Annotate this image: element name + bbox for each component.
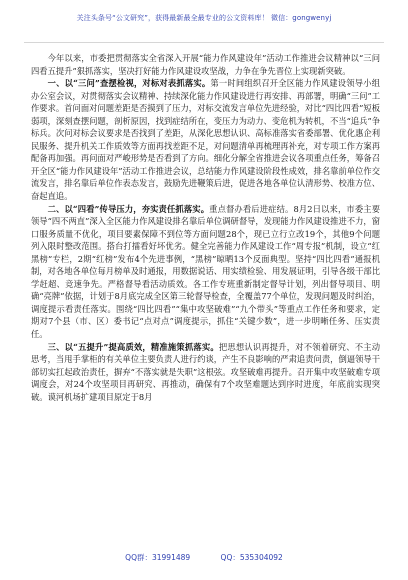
- header-divider: [24, 42, 384, 43]
- document-body: [31, 52, 380, 403]
- section-3-text: 把思想认识再提升，对不领着研究、不主动思考，当甩手掌柜的有关单位主要负责人进行约谈，产生不良影响的严肃追责问责，倒逼领导干部切实扛起政治责任，摒弃“不落实就是失职”这根弦。攻坚破难再提升。召开集中攻坚破难专项调度会，对24个攻坚项目再研究、再推动，确保有7个攻坚难题达到序时进度，年底前实现突破。谟河机场扩建项目原定于8月: [31, 341, 380, 402]
- header-text: 关注头条号“公文研究”，获得最新最全最专业的公文资料库！ 微信：gongwenyj: [76, 14, 332, 22]
- section-1-heading: 一、以“三问”查摆检视，对标对表抓落实。: [47, 78, 211, 89]
- section-2-text: 重点督办看后进症结。8月2日以来，市委主要领导“四不两直”深入全区能力作风建设排名靠后单位调研督导，发现能力作风建设推进不力，窗口服务质量不优化，项目要素保障不到位等方面问题28个，现已立行立改19个，其他9个问题列入限时整改范围。搭台打擂看好坏优劣。健全完善能力作风建设工作“周专报”机制，设立“红黑榜”专栏，2期“红榜”发布4个先进事例，“黑榜”晾晒13个反面典型。坚持“四比四看”通报机制，对各地各单位每月榜单及时通报，用数据说话、用实绩检验、用发展证明，引导各级干部比学赶超、竞速争先。严格督导看活动质效。各工作专班重新制定督导计划，列出督导项目、明确“亮牌”依据，计划于8月底完成全区第三轮督导检查，全覆盖77个单位，发现问题及时纠治，调度提示看责任落实。围绕“四比四看”“集中攻坚破难”“九个带头”等重点工作任务和要求，定期对7个县（市、区）委书记“点对点”调度提示，抓住“关键少数”，进一步明晰任务、压实责任。: [31, 203, 380, 340]
- footer-qq: QQ：535304092: [220, 553, 283, 562]
- page-footer: [0, 552, 408, 563]
- page-header: [0, 13, 408, 23]
- section-1-text: 第一时间组织召开全区能力作风建设领导小组办公室会议，对贯彻落实会议精神、持续深化能力作风建设进行再安排、再部署，明确“三问”工作要求。首问面对问题差距是否摸到了压力，对标交流发言单位先进经验，对比“四比四看”短板弱项，深刻查摆问题，剖析原因，找到症结所在，变压力为动力、变危机为转机，不当“追兵”争标兵。次问对标会议要求是否找到了差距，从深化思想认识、高标准落实省委部署、优化惠企利民服务、提升机关工作质效等方面再找差距不足，对问题清单再梳理再补充，对专项工作方案再配备再加强。再问面对严峻形势是否看到了方向。细化分解全省推进会议各项重点任务，筹备召开全区“能力作风建设年”活动工作推进会议，总结能力作风建设阶段性成效，排名靠前单位作交流发言，排名靠后单位作表态发言，鼓励先进鞭策后进，促进各地各单位认清形势、校准方位、奋起直追。: [31, 78, 380, 202]
- section-2-heading: 二、以“四看”传导压力，夯实责任抓落实。: [47, 203, 210, 214]
- footer-qq-group: QQ群：31991489: [125, 553, 191, 562]
- intro-paragraph: 今年以来，市委把贯彻落实全省深入开展“能力作风建设年”活动工作推进会议精神以“三问四看五提升”狠抓落实，坚决打好能力作风建设攻坚战，力争在争先晋位上实现新突破。: [31, 53, 380, 76]
- section-2-paragraph: [31, 203, 380, 341]
- section-1-paragraph: [31, 77, 380, 202]
- section-3-heading: 三、以“五提升”提高质效，精准施策抓落实。: [47, 341, 219, 352]
- section-3-paragraph: [31, 341, 380, 404]
